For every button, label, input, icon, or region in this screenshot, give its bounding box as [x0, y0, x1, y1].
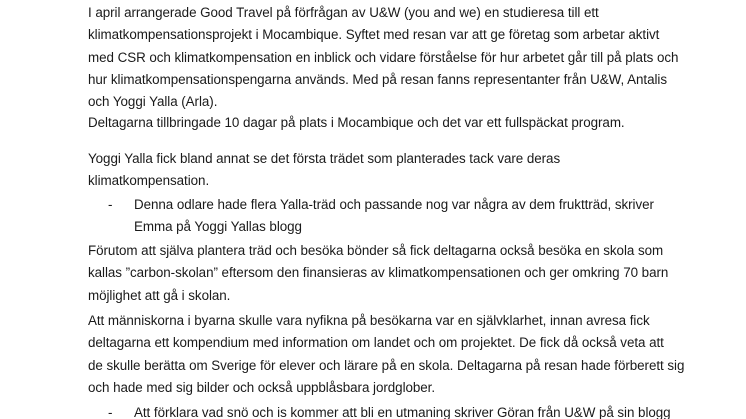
paragraph-intro: [88, 2, 688, 113]
paragraph-line: klimatkompensation.: [88, 173, 210, 189]
paragraph-line: möjlighet att gå i skolan.: [88, 287, 231, 303]
paragraph-program: [88, 112, 688, 134]
paragraph-line: I april arrangerade Good Travel på förfrågan av U&W (you and we) en studieresa till ett: [88, 5, 599, 20]
paragraph-villages: [88, 310, 688, 399]
paragraph-line: Att människorna i byarna skulle vara nyfikna på besökarna var en självklarhet, innan avresa fick: [88, 313, 650, 328]
bullet-dash: -: [108, 197, 113, 212]
paragraph-line: Yoggi Yalla fick bland annat se det första trädet som planterades tack vare deras: [88, 151, 561, 166]
bullet-line: Emma på Yoggi Yallas blogg: [134, 219, 302, 235]
paragraph-line: och hade med sig bilder och också uppblåsbara jordglober.: [88, 379, 436, 395]
bullet-text: [134, 194, 654, 239]
paragraph-line: Deltagarna tillbringade 10 dagar på plats i Mocambique och det var ett fullspäckat program.: [88, 115, 625, 130]
bullet-dash: -: [108, 405, 113, 419]
paragraph-line: hur klimatkompensationspengarna används. Med på resan fanns representanter från U&W, Antalis: [88, 71, 667, 87]
paragraph-line: Förutom att själva plantera träd och besöka bönder så fick deltagarna också besöka en skola som: [88, 243, 664, 258]
paragraph-line: deltagarna ett kompendium med information om landet och om projektet. De fick då också veta att: [88, 335, 664, 351]
bullet-text: [134, 402, 671, 419]
bullet-line: Denna odlare hade flera Yalla-träd och passande nog var några av dem fruktträd, skriver: [134, 197, 654, 212]
paragraph-line: kallas ”carbon-skolan” eftersom den finansieras av klimatkompensationen och ger omkring 70 barn: [88, 265, 669, 281]
paragraph-line: och Yoggi Yalla (Arla).: [88, 94, 218, 110]
paragraph-line: klimatkompensationsprojekt i Mocambique. Syftet med resan var att ge företag som arbetar aktivt: [88, 27, 660, 43]
paragraph-line: med CSR och klimatkompensation en inblick och vidare förståelse för hur arbetet går till på plats och: [88, 49, 679, 65]
paragraph-yoggi-yalla: [88, 148, 688, 193]
paragraph-line: de skulle berätta om Sverige för elever och lärare på en skola. Deltagarna på resan hade förberett sig: [88, 357, 685, 373]
bullet-line: Att förklara vad snö och is kommer att bli en utmaning skriver Göran från U&W på sin blogg: [134, 405, 671, 419]
paragraph-carbon-school: [88, 240, 688, 307]
